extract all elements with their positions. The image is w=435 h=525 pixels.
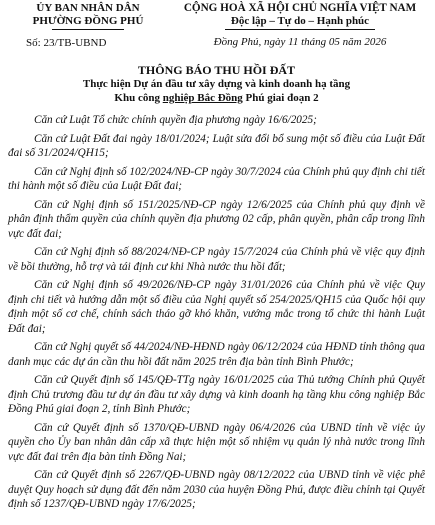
subtitle-part-b: Phú giai đoạn 2 xyxy=(242,92,319,104)
legal-basis-paragraph: Căn cứ Nghị định số 88/2024/NĐ-CP ngày 15/7/2024 của Chính phủ về việc quy định về bồi thường, hỗ trợ và tái định cư khi Nhà nước thu hồi đất; xyxy=(8,246,425,273)
number-suffix: /TB-UBND xyxy=(54,37,107,49)
document-body xyxy=(8,113,425,512)
document-subtitle-line2 xyxy=(8,91,425,105)
national-title-block xyxy=(175,2,425,49)
document-subtitle-line1: Thực hiện Dự án đầu tư xây dựng và kinh doanh hạ tầng xyxy=(82,78,351,90)
agency-underline xyxy=(52,29,124,30)
document-number xyxy=(8,37,168,49)
national-motto: Độc lập – Tự do – Hạnh phúc xyxy=(230,15,370,27)
legal-basis-paragraph: Căn cứ Luật Tổ chức chính quyền địa phương ngày 16/6/2025; xyxy=(34,114,317,126)
issuing-agency-block xyxy=(8,2,168,49)
subtitle-part-a: Khu công xyxy=(114,92,163,104)
agency-name-line1: ỦY BAN NHÂN DÂN xyxy=(36,2,140,14)
legal-basis-paragraph: Căn cứ Quyết định số 145/QĐ-TTg ngày 16/01/2025 của Thủ tướng Chính phủ Quyết định Chủ trương đầu tư dự án đầu tư xây dựng và kinh doanh hạ tầng khu công nghiệp Bắc Đồng Phú giai đoạn 2, tỉnh Bình Phước; xyxy=(8,374,425,415)
legal-basis-paragraph: Căn cứ Nghị định số 151/2025/NĐ-CP ngày 12/6/2025 của Chính phủ quy định về phân định thẩm quyền của chính quyền địa phương 02 cấp, phân quyền, phân cấp trong lĩnh vực đất đai; xyxy=(8,198,425,240)
legal-basis-paragraph: Căn cứ Nghị định số 102/2024/NĐ-CP ngày 30/7/2024 của Chính phủ quy định chi tiết thi hành một số điều của Luật Đất đai; xyxy=(8,165,425,192)
document-title: THÔNG BÁO THU HỒI ĐẤT xyxy=(137,63,296,77)
legal-basis-paragraph: Căn cứ Quyết định số 1370/QĐ-UBND ngày 06/4/2026 của UBND tỉnh về việc ủy quyền cho Ủy ban nhân dân cấp xã thực hiện một số nhiệm vụ quản lý nhà nước trong lĩnh vực đất đai trên địa bàn tỉnh Đồng Nai; xyxy=(8,421,425,463)
date-prefix: Đồng Phú, ngày xyxy=(213,36,286,48)
legal-basis-paragraph: Căn cứ Quyết định số 2267/QĐ-UBND ngày 08/12/2022 của UBND tỉnh về việc phê duyệt Quy hoạch sử dụng đất đến năm 2030 của huyện Đồng Phú, được điều chỉnh tại Quyết định số 1237/QĐ-UBND ngày 17/6/2025; xyxy=(8,469,425,510)
date-day: 11 xyxy=(288,36,299,48)
date-suffix: tháng 05 năm 2026 xyxy=(301,36,387,48)
legal-basis-paragraph: Căn cứ Nghị định số 49/2026/NĐ-CP ngày 31/01/2026 của Chính phủ về việc Quy định chi tiết và hướng dẫn một số điều của Nghị quyết số 254/2025/QH15 của Quốc hội quy định một số cơ chế, chính sách tháo gỡ khó khăn, vướng mắc trong tổ chức thi hành Luật Đất đai; xyxy=(8,279,425,335)
title-block xyxy=(8,63,425,105)
number-value: 23 xyxy=(43,37,55,49)
country-name: CỘNG HOÀ XÃ HỘI CHỦ NGHĨA VIỆT NAM xyxy=(183,2,417,14)
number-prefix: Số: xyxy=(26,37,41,49)
document-header xyxy=(8,2,425,49)
legal-basis-paragraph: Căn cứ Nghị quyết số 44/2024/NĐ-HĐND ngày 06/12/2024 của HĐND tỉnh thông qua danh mục các dự án cần thu hồi đất năm 2025 trên địa bàn tỉnh Bình Phước; xyxy=(8,341,425,368)
motto-underline xyxy=(225,29,375,30)
legal-basis-paragraph: Căn cứ Luật Đất đai ngày 18/01/2024; Luật sửa đổi bổ sung một số điều của Luật Đất đai số 31/2024/QH15; xyxy=(8,132,425,159)
agency-name-line2: PHƯỜNG ĐỒNG PHÚ xyxy=(32,15,144,27)
issue-date xyxy=(175,36,425,48)
subtitle-part-underlined: nghiệp Bắc Đồng xyxy=(162,92,243,104)
